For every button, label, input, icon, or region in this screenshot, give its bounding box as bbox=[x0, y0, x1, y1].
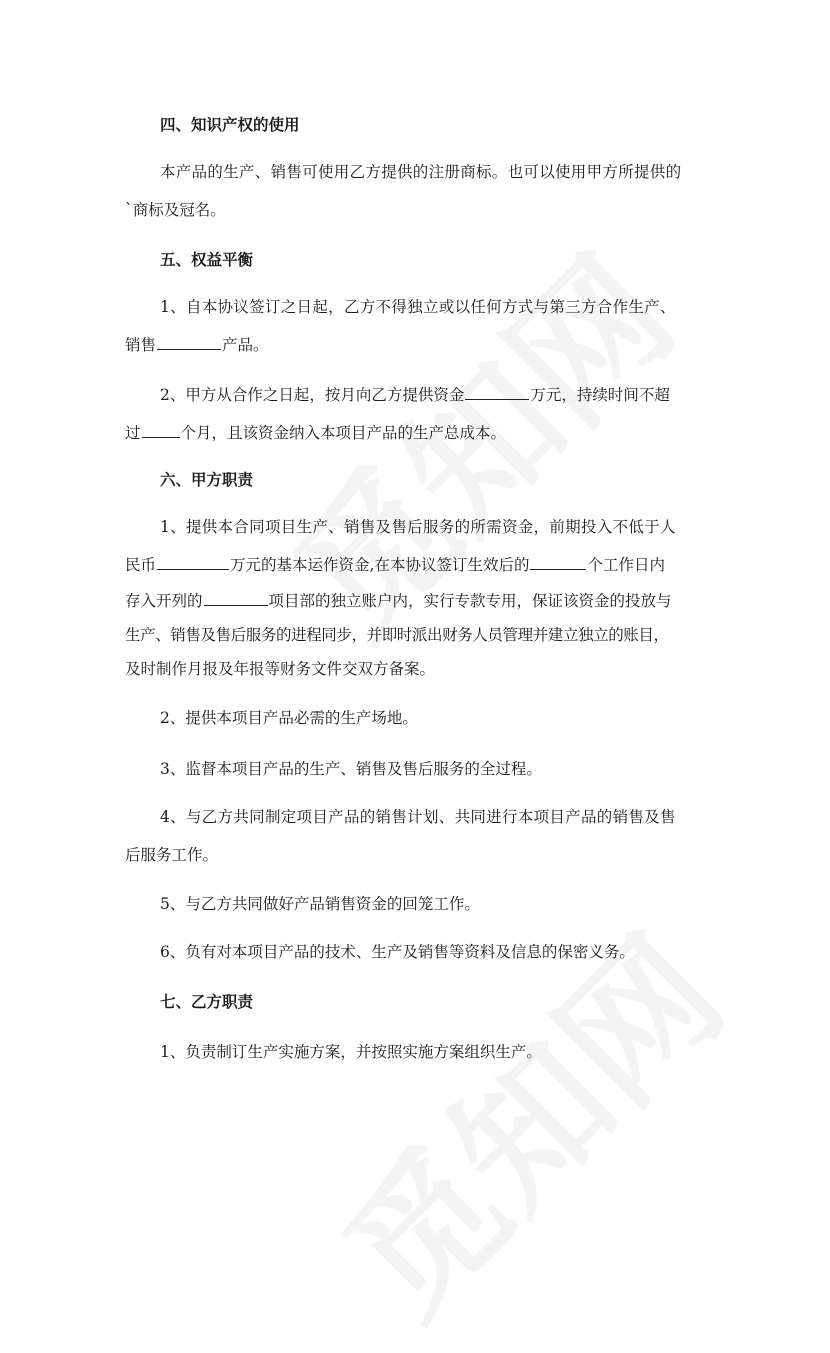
paragraph-line bbox=[160, 384, 830, 406]
paragraph-line: 后服务工作。 bbox=[125, 846, 219, 864]
paragraph-line: 6、负有对本项目产品的技术、生产及销售等资料及信息的保密义务。 bbox=[160, 943, 635, 961]
paragraph-line bbox=[125, 422, 830, 444]
text-span: 存入开列的 bbox=[125, 592, 203, 610]
fill-in-blank bbox=[465, 385, 529, 400]
paragraph-line: `商标及冠名。 bbox=[125, 201, 226, 219]
paragraph-line: 3、监督本项目产品的生产、销售及售后服务的全过程。 bbox=[160, 760, 542, 778]
paragraph-line bbox=[125, 590, 830, 612]
fill-in-blank bbox=[142, 423, 180, 438]
paragraph-line: 1、自本协议签订之日起，乙方不得独立或以任何方式与第三方合作生产、 bbox=[160, 298, 676, 316]
fill-in-blank bbox=[530, 555, 586, 570]
section-heading: 七、乙方职责 bbox=[160, 992, 254, 1011]
fill-in-blank bbox=[157, 555, 229, 570]
paragraph-line: 及时制作月报及年报等财务文件交双方备案。 bbox=[125, 660, 436, 678]
paragraph-line: 2、提供本项目产品必需的生产场地。 bbox=[160, 709, 418, 727]
text-span: 万元的基本运作资金,在本协议签订生效后的 bbox=[230, 556, 530, 574]
text-span: 民币 bbox=[125, 556, 157, 574]
section-heading: 四、知识产权的使用 bbox=[160, 115, 300, 134]
paragraph-line: 本产品的生产、销售可使用乙方提供的注册商标。也可以使用甲方所提供的 bbox=[160, 163, 682, 181]
paragraph-line: 4、与乙方共同制定项目产品的销售计划、共同进行本项目产品的销售及售 bbox=[160, 808, 676, 826]
text-span: 个月，且该资金纳入本项目产品的生产总成本。 bbox=[180, 424, 507, 442]
text-span: 项目部的独立账户内，实行专款专用，保证该资金的投放与 bbox=[268, 592, 672, 610]
text-span: 2、甲方从合作之日起，按月向乙方提供资金 bbox=[160, 386, 465, 404]
fill-in-blank bbox=[157, 335, 221, 350]
paragraph-line bbox=[125, 554, 830, 576]
fill-in-blank bbox=[204, 591, 268, 606]
section-heading: 六、甲方职责 bbox=[160, 470, 254, 489]
text-span: 过 bbox=[125, 424, 141, 442]
text-span: 销售 bbox=[125, 336, 157, 354]
paragraph-line: 1、提供本合同项目生产、销售及售后服务的所需资金，前期投入不低于人 bbox=[160, 518, 676, 536]
text-span: 个工作日内 bbox=[587, 556, 665, 574]
paragraph-line: 5、与乙方共同做好产品销售资金的回笼工作。 bbox=[160, 895, 480, 913]
paragraph-line: 生产、销售及售后服务的进程同步，并即时派出财务人员管理并建立独立的账目， bbox=[125, 626, 669, 644]
paragraph-line: 1、负责制订生产实施方案，并按照实施方案组织生产。 bbox=[160, 1043, 542, 1061]
section-heading: 五、权益平衡 bbox=[160, 250, 254, 269]
text-span: 产品。 bbox=[222, 336, 269, 354]
paragraph-line bbox=[125, 334, 830, 356]
text-span: 万元，持续时间不超 bbox=[530, 386, 670, 404]
